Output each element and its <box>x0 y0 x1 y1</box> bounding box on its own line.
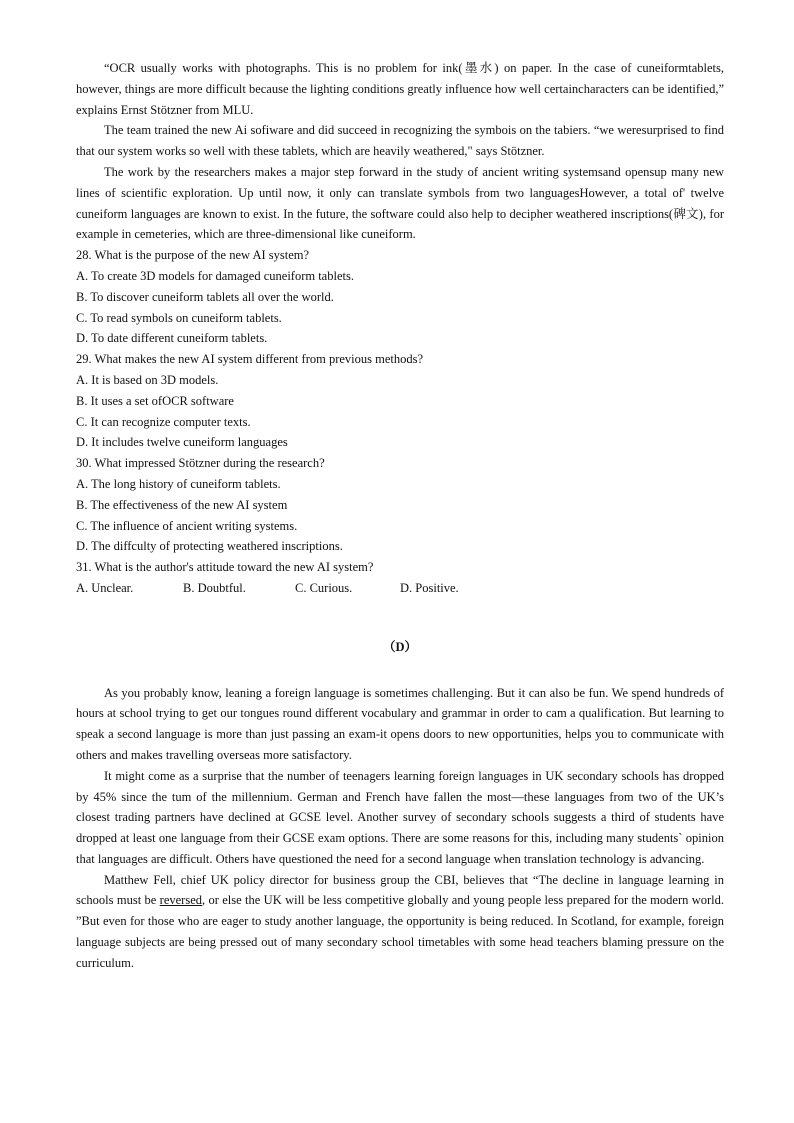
option-a: A. The long history of cuneiform tablets. <box>76 476 281 491</box>
option-a: A. To create 3D models for damaged cuneiform tablets. <box>76 268 354 283</box>
question-30 <box>76 453 724 557</box>
option-c: C. The influence of ancient writing systems. <box>76 518 298 533</box>
option-c: C. Curious. <box>295 580 353 595</box>
section-d-heading: （D） <box>382 639 418 654</box>
question-29 <box>76 349 724 453</box>
option-a: A. It is based on 3D models. <box>76 372 219 387</box>
option-b: B. It uses a set ofOCR software <box>76 393 234 408</box>
option-d: D. It includes twelve cuneiform languages <box>76 435 288 450</box>
passage-d-paragraph-2: It might come as a surprise that the number of teenagers learning foreign languages in UK secondary schools has dropped by 45% since the tum of the millennium. German and French have fallen the most—these languages from two of the UK’s closest trading partners have declined at GCSE level. Another survey of secondary schools suggests a third of students have dropped at least one language from their GCSE exam options. There are some reasons for this, including many students` opinion that languages are difficult. Others have questioned the need for a second language when translation technology is advancing. <box>76 768 724 866</box>
passage-d-paragraph-3 <box>76 870 724 974</box>
question-31 <box>76 557 724 599</box>
question-stem: 28. What is the purpose of the new AI system? <box>76 248 310 263</box>
document-page <box>76 58 724 974</box>
passage-c-paragraph-2: The team trained the new Ai sofiware and did succeed in recognizing the symbois on the tabiers. “we weresurprised to find that our system works so well with these tablets, which are heavily weathered," says Stötzner. <box>76 123 724 159</box>
options-row <box>76 578 724 599</box>
option-b: B. To discover cuneiform tablets all over the world. <box>76 289 334 304</box>
passage-c-paragraph-1: “OCR usually works with photographs. This is no problem for ink(墨水) on paper. In the case of cuneiformtablets, however, things are more difficult because the lighting conditions greatly influence how well certaincharacters can be identified,” explains Ernst Stötzner from MLU. <box>76 61 724 117</box>
option-b: B. Doubtful. <box>183 580 246 595</box>
option-a: A. Unclear. <box>76 580 134 595</box>
question-stem: 31. What is the author's attitude toward the new AI system? <box>76 560 374 575</box>
underlined-word: reversed <box>159 893 203 908</box>
option-c: C. It can recognize computer texts. <box>76 414 251 429</box>
question-stem: 30. What impressed Stötzner during the research? <box>76 456 325 471</box>
passage-c-paragraph-3: The work by the researchers makes a major step forward in the study of ancient writing systemsand opensup many new lines of scientific exploration. Up until now, it only can translate symbols from two languagesHowever, a total of' twelve cuneiform languages are known to exist. In the future, the software could also help to decipher weathered inscriptions(碑文), for example in cemeteries, which are three-dimensional like cuneiform. <box>76 164 724 242</box>
option-b: B. The effectiveness of the new AI system <box>76 497 288 512</box>
option-d: D. To date different cuneiform tablets. <box>76 331 268 346</box>
option-d: D. The diffculty of protecting weathered inscriptions. <box>76 539 343 554</box>
question-28 <box>76 245 724 349</box>
option-d: D. Positive. <box>400 580 459 595</box>
paragraph-text-after: , or else the UK will be less competitive globally and young people less prepared for the modern world. ”But even for those who are eager to study another language, the opportunity is being reduced. In Scotland, for example, foreign language subjects are being pressed out of many secondary school timetables with some head teachers blaming pressure on the curriculum. <box>76 893 725 970</box>
passage-d-paragraph-1: As you probably know, leaning a foreign language is sometimes challenging. But it can also be fun. We spend hundreds of hours at school trying to get our tongues round different vocabulary and grammar in order to cam a qualification. But learning to speak a second language is more than just passing an exam-it opens doors to new opportunities, helps you to communicate with others and makes travelling overseas more satisfactory. <box>76 685 724 762</box>
question-stem: 29. What makes the new AI system different from previous methods? <box>76 352 424 367</box>
option-c: C. To read symbols on cuneiform tablets. <box>76 310 282 325</box>
paragraph-text-before: Matthew Fell, chief UK policy director for business group the CBI, believes that “The decline in language learning in schools must be <box>76 872 724 908</box>
